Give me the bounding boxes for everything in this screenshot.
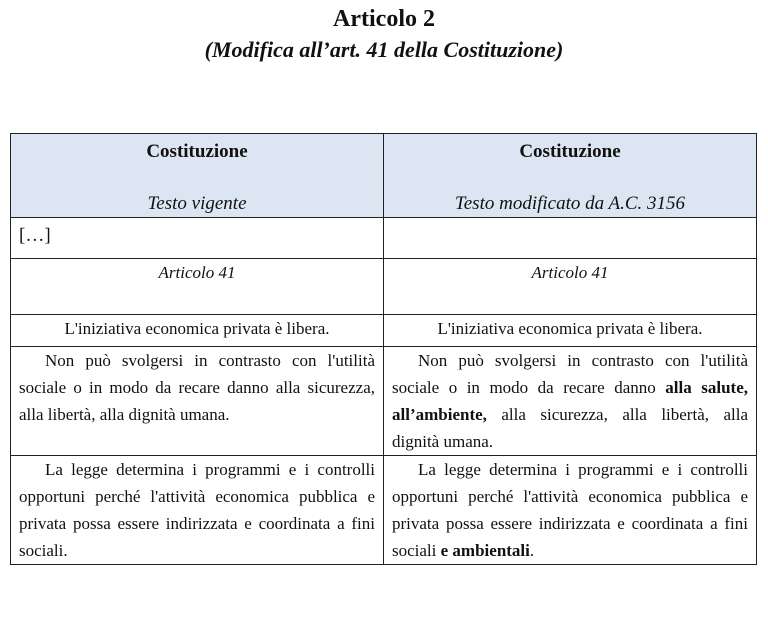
paragraph2-right-text-before: Non può svolgersi in contrasto con l'utilità sociale o in modo da recare danno xyxy=(392,351,748,397)
paragraph3-right-text-after: . xyxy=(529,541,535,560)
document-title: Articolo 2 xyxy=(333,6,435,32)
table-row xyxy=(11,456,757,565)
left-header-title: Costituzione xyxy=(146,141,248,162)
article-label-left: Articolo 41 xyxy=(11,259,384,315)
paragraph1-left: L'iniziativa economica privata è libera. xyxy=(11,315,384,347)
paragraph3-right-text-before: La legge determina i programmi e i controlli opportuni perché l'attività economica pubblica e privata possa essere indirizzata e coordinata a fini sociali xyxy=(392,460,748,560)
right-header-title: Costituzione xyxy=(519,141,621,162)
table-header-row xyxy=(11,134,757,218)
paragraph2-right-text-after: alla sicurezza, alla libertà, alla dignità umana. xyxy=(392,405,748,451)
table-row xyxy=(11,259,757,315)
paragraph2-left: Non può svolgersi in contrasto con l'utilità sociale o in modo da recare danno alla sicurezza, alla libertà, alla dignità umana. xyxy=(11,347,384,456)
empty-cell xyxy=(384,218,757,259)
paragraph3-right-bold-text: e ambientali xyxy=(440,541,530,560)
paragraph2-right xyxy=(384,347,757,456)
right-header-subtitle: Testo modificato da A.C. 3156 xyxy=(454,193,686,214)
table-row xyxy=(11,218,757,259)
left-column-header xyxy=(11,134,384,218)
article-label-right: Articolo 41 xyxy=(384,259,757,315)
paragraph3-right xyxy=(384,456,757,565)
paragraph1-right: L'iniziativa economica privata è libera. xyxy=(384,315,757,347)
left-header-subtitle: Testo vigente xyxy=(147,193,247,214)
right-column-header xyxy=(384,134,757,218)
table-row xyxy=(11,347,757,456)
comparison-table xyxy=(10,133,757,565)
table-row xyxy=(11,315,757,347)
paragraph3-left: La legge determina i programmi e i controlli opportuni perché l'attività economica pubblica e privata possa essere indirizzata e coordinata a fini sociali. xyxy=(11,456,384,565)
ellipsis-cell: […] xyxy=(11,218,384,259)
document-subtitle: (Modifica all’art. 41 della Costituzione) xyxy=(204,37,564,62)
paragraph2-right-bold-text: alla salute, all’ambiente, xyxy=(392,378,748,424)
